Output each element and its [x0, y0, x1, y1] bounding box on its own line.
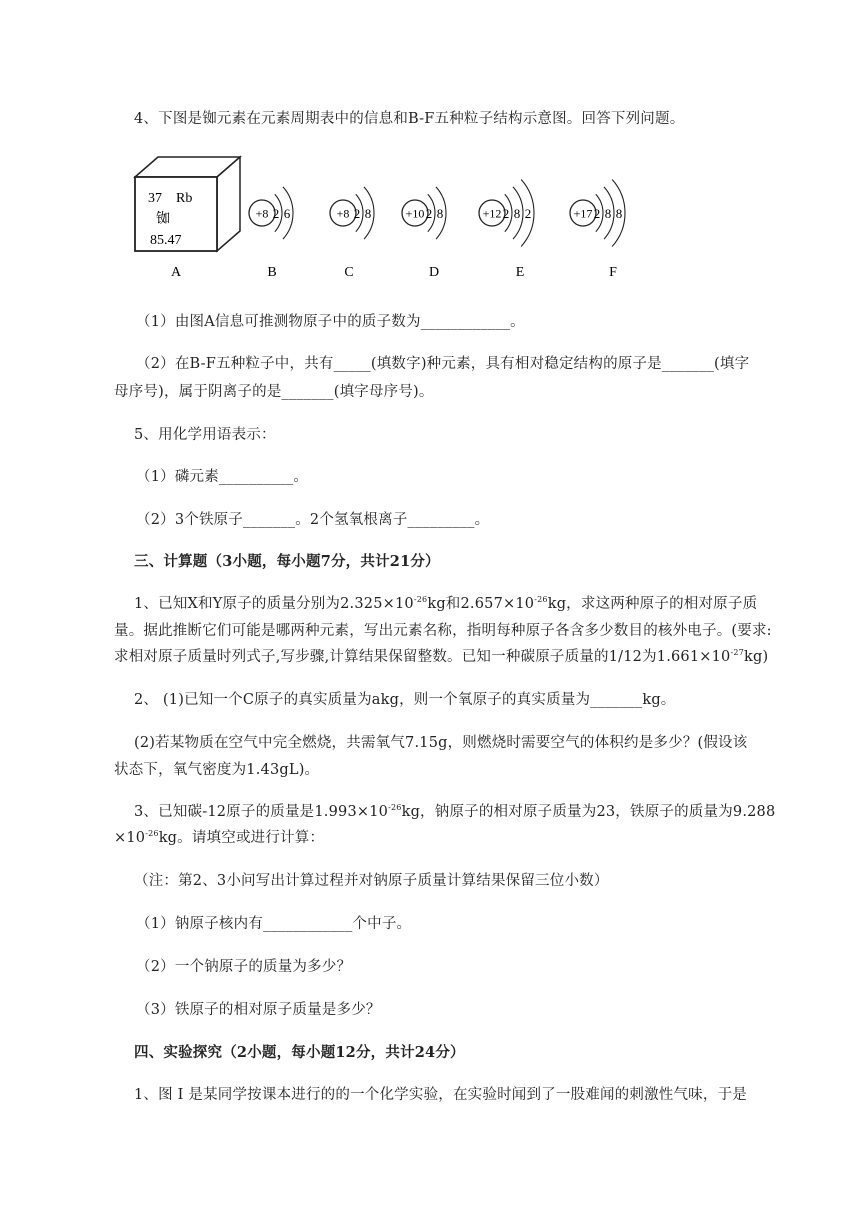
nucleus-charge: +8: [336, 206, 350, 221]
shell-electron-count: 2: [272, 206, 280, 221]
calc-problem1-line1: 1、已知X和Y原子的质量分别为$2.325\times 10^{-26}kg$和$2.657\times 10^{-26}kg$，求这两种原子的相对原子质: [134, 595, 758, 612]
calc-problem3-part2: （2）一个钠原子的质量为多少？: [136, 959, 352, 975]
calc-problem1-line2: 量。据此推断它们可能是哪两种元素，写出元素名称，指明每种原子各含多少数目的核外电子。(要求:: [114, 623, 772, 639]
particle-diagram-d: [402, 187, 446, 239]
element-symbol: Rb: [176, 191, 193, 206]
shell-electron-count: 8: [436, 206, 444, 221]
calc-problem3-part1: （1）钠原子核内有____________个中子。: [136, 916, 412, 932]
q4-part2-line2: 母序号)，属于阴离子的是_______(填字母序号)。: [114, 384, 434, 400]
shell-electron-count: 8: [615, 206, 623, 221]
atomic-structure-figure: [130, 155, 670, 285]
shell-electron-count: 6: [283, 206, 291, 221]
q5-part2: （2）3个铁原子_______。2个氢氧根离子_________。: [136, 512, 490, 528]
section4-heading: 四、实验探究（2小题，每小题12分，共计24分）: [134, 1044, 465, 1061]
figure-label-e: E: [515, 265, 525, 280]
shell-electron-count: 2: [353, 206, 361, 221]
calc-problem1-line3: 求相对原子质量时列式子,写步骤,计算结果保留整数。已知一种碳原子质量的1/12为$1.661\times 10^{-27}kg$): [114, 648, 769, 665]
particle-diagram-b: [249, 187, 293, 239]
nucleus-charge: +17: [573, 206, 593, 221]
nucleus-charge: +8: [255, 206, 269, 221]
q4-title: 4、下图是铷元素在元素周期表中的信息和B-F五种粒子结构示意图。回答下列问题。: [134, 111, 685, 127]
particle-diagram-c: [330, 187, 374, 239]
calc-problem3-part3: （3）铁原子的相对原子质量是多少？: [136, 1002, 381, 1018]
shell-electron-count: 8: [513, 206, 521, 221]
experiment-problem1: 1、图 I 是某同学按课本进行的的一个化学实验，在实验时闻到了一股难闻的刺激性气味，于是: [134, 1087, 747, 1103]
calc-problem3-line1: 3、已知碳-12原子的质量是$1.993\times 10^{-26}kg$，钠原子的相对原子质量为23，铁原子的质量为9.288: [134, 803, 776, 820]
section3-heading: 三、计算题（3小题，每小题7分，共计21分）: [134, 553, 440, 570]
calc-problem2-line3: 状态下，氧气密度为1.43gL)。: [114, 762, 320, 778]
q5-part1: （1）磷元素__________。: [136, 469, 309, 485]
figure-label-f: F: [609, 265, 617, 280]
q4-part2-line1: （2）在B-F五种粒子中，共有_____(填数字)种元素，具有相对稳定结构的原子是_______(填字: [136, 356, 750, 372]
nucleus-charge: +10: [405, 206, 425, 221]
q5-title: 5、用化学用语表示：: [134, 427, 276, 443]
q4-part1: （1）由图A信息可推测物原子中的质子数为____________。: [136, 314, 525, 330]
shell-electron-count: 8: [604, 206, 612, 221]
particle-diagram-f: [570, 180, 625, 247]
shell-electron-count: 2: [524, 206, 532, 221]
shell-electron-count: 2: [502, 206, 510, 221]
shell-electron-count: 2: [593, 206, 601, 221]
calc-problem2-line1: 2、 (1)已知一个C原子的真实质量为akg，则一个氧原子的真实质量为_______kg。: [134, 692, 676, 708]
figure-label-d: D: [428, 265, 440, 280]
figure-label-b: B: [267, 265, 277, 280]
figure-label-c: C: [344, 265, 354, 280]
element-box-a: [135, 157, 240, 251]
calc-problem3-note: （注：第2、3小问写出计算过程并对钠原子质量计算结果保留三位小数）: [134, 873, 609, 889]
nucleus-charge: +12: [482, 206, 502, 221]
calc-problem3-line2: $\times 10^{-26}kg$。请填空或进行计算：: [114, 829, 325, 846]
calc-problem2-line2: (2)若某物质在空气中完全燃烧，共需氧气7.15g，则燃烧时需要空气的体积约是多少？(假设该: [134, 735, 748, 751]
atomic-number: 37: [148, 191, 162, 206]
shell-electron-count: 2: [425, 206, 433, 221]
atomic-mass: 85.47: [150, 233, 182, 248]
element-name: 铷: [156, 212, 170, 227]
figure-label-a: A: [170, 265, 182, 280]
particle-diagram-e: [479, 180, 534, 247]
shell-electron-count: 8: [364, 206, 372, 221]
